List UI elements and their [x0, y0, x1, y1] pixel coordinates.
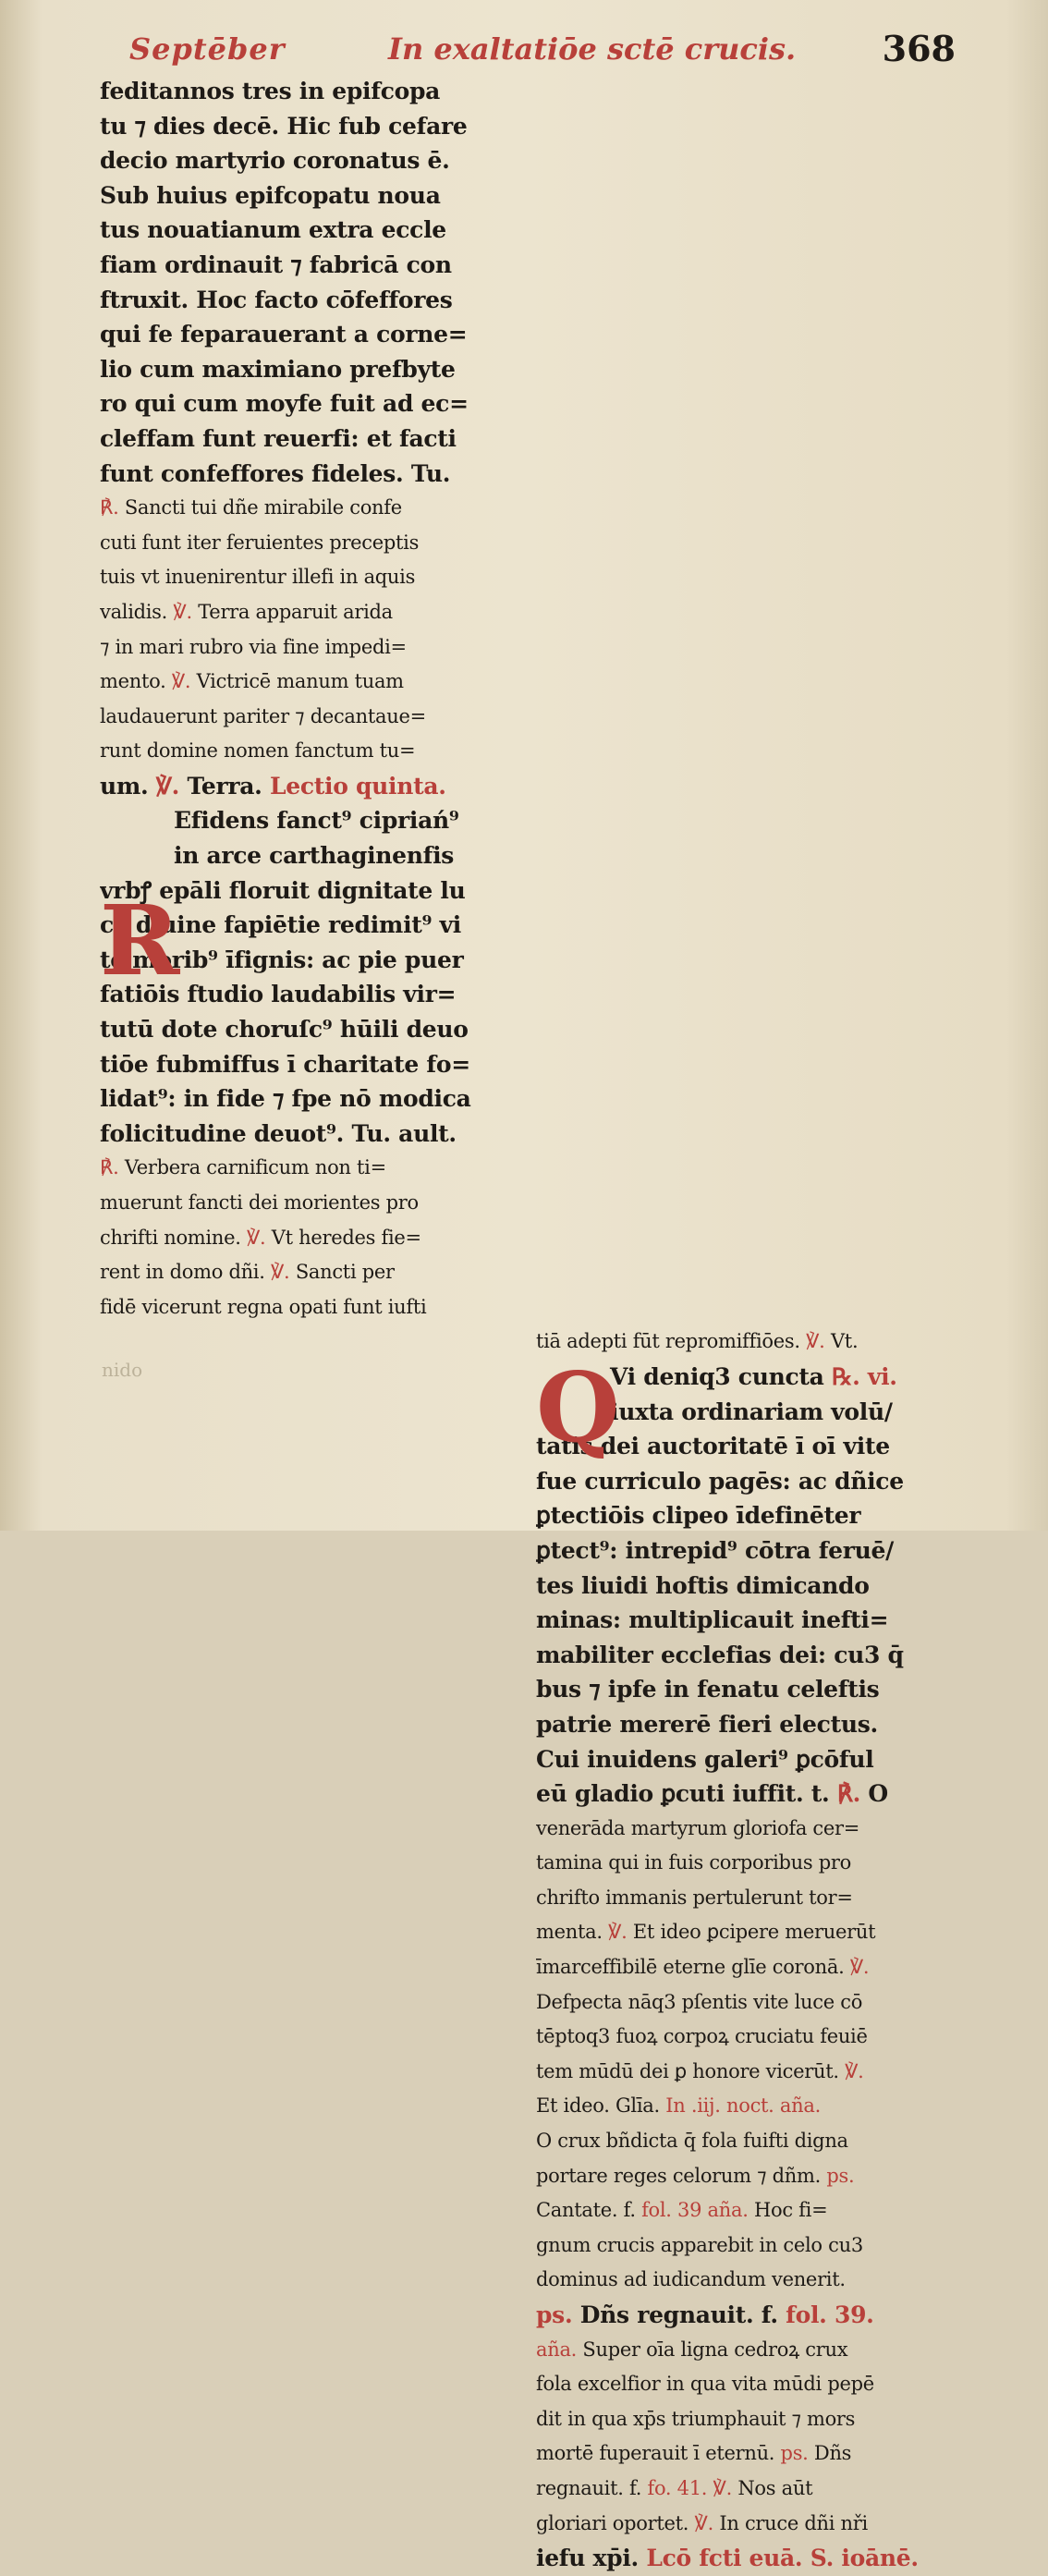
text-line	[536, 2507, 943, 2542]
body-text: venerāda martyrum gloriofa cer=	[536, 1816, 860, 1839]
body-text: Cantate. f.	[536, 2199, 636, 2222]
body-text: cleffam funt reuerfi: et facti	[100, 424, 457, 452]
body-text: O crux bñdicta q̄ fola fuifti digna	[536, 2130, 848, 2153]
body-text: validis.	[100, 600, 168, 623]
body-text: gnum crucis apparebit in celo cu3	[536, 2233, 863, 2256]
body-text: Dñs	[808, 2442, 852, 2465]
rubric-text: ℣.	[240, 1226, 266, 1249]
text-line	[100, 595, 506, 630]
body-text: dominus ad iudicandum venerit.	[536, 2268, 846, 2291]
text-line	[100, 491, 506, 526]
text-line	[536, 1846, 943, 1881]
body-text: ꝑtect⁹: intrepid⁹ cōtra feruē/	[536, 1536, 894, 1564]
text-line	[536, 2263, 943, 2298]
text-line	[536, 1464, 943, 1499]
body-text: chrifti nomine.	[100, 1226, 241, 1249]
rubric-text: ℣.	[689, 2511, 713, 2534]
text-line	[536, 2228, 943, 2264]
text-line	[100, 1290, 506, 1325]
body-text: tiā adepti fūt repromiffiōes.	[536, 1330, 800, 1353]
body-text: tu ⁊ dies decē. Hic fub cefare	[100, 112, 468, 140]
body-text: ro qui cum moyfe fuit ad ec=	[100, 390, 469, 418]
body-text: mento.	[100, 670, 166, 693]
text-line	[536, 1603, 943, 1638]
right-text-column	[536, 1325, 943, 2575]
body-text: decio martyrio coronatus ē.	[100, 147, 450, 175]
text-line	[536, 1881, 943, 1916]
rubric-text: ℞. vi.	[823, 1362, 897, 1390]
text-line	[100, 700, 506, 735]
text-line	[536, 1742, 943, 1777]
text-line	[100, 248, 506, 283]
text-line	[536, 2541, 943, 2576]
initial-q: Q	[536, 1350, 620, 1465]
body-text: funt confeffores fideles. Tu.	[100, 459, 451, 487]
body-text: fola excelfior in qua vita mūdi pepē	[536, 2373, 874, 2396]
body-text: tamina qui in fuis corporibus pro	[536, 1851, 851, 1874]
rubric-text: ℣.	[148, 772, 180, 800]
body-text: fue curriculo pagēs: ac dñice	[536, 1467, 904, 1495]
body-text: ftruxit. Hoc facto cōfeffores	[100, 286, 453, 313]
body-text: folicitudine deuot⁹. Tu. ault.	[100, 1119, 457, 1147]
body-text: Terra apparuit arida	[191, 600, 393, 623]
text-line	[100, 421, 506, 457]
text-line	[100, 1151, 506, 1186]
body-text: Defpecta nāq3 pſentis vite luce cō	[536, 1990, 863, 2013]
text-line	[536, 1638, 943, 1673]
body-text: Nos aūt	[731, 2476, 813, 2499]
body-text: regnauit. f.	[536, 2476, 642, 2499]
text-line	[100, 178, 506, 214]
body-text: Sancti tui dñe mirabile confe	[118, 496, 402, 519]
text-line	[100, 1255, 506, 1290]
body-text: Dñs regnauit. f.	[572, 2301, 778, 2328]
text-line	[100, 109, 506, 144]
body-text: chrifto immanis pertulerunt tor=	[536, 1886, 853, 1909]
body-text: um.	[100, 772, 149, 800]
text-line	[100, 213, 506, 248]
body-text: O	[860, 1780, 888, 1808]
running-head	[129, 26, 956, 81]
body-text: cuti funt iter feruientes preceptis	[100, 531, 420, 554]
body-text: mortē fuperauit ī eternū.	[536, 2442, 775, 2465]
body-text: minas: multiplicauit inefti=	[536, 1606, 889, 1634]
body-text: Vi deniq3 cuncta	[610, 1362, 824, 1390]
text-line	[100, 734, 506, 769]
rubric-text: ℣.	[165, 670, 191, 693]
body-text: ꝑtectiōis clipeo īdefinēter	[536, 1502, 861, 1530]
body-text: fiam ordinauit ⁊ fabricā con	[100, 250, 452, 278]
text-line	[100, 1012, 506, 1047]
text-line	[536, 2472, 943, 2507]
body-text: tem mūdū dei ꝑ honore vicerūt.	[536, 2059, 839, 2082]
text-line	[536, 2020, 943, 2055]
text-line	[100, 665, 506, 700]
text-line	[536, 1533, 943, 1569]
body-text: eū gladio ꝑcuti iuffit. t.	[536, 1780, 830, 1808]
body-text: Terra.	[179, 772, 262, 800]
body-text: patrie mererē fieri electus.	[536, 1710, 878, 1738]
body-text: portare reges celorum ⁊ dñm.	[536, 2164, 821, 2187]
rubric-text: fo. 41. ℣.	[641, 2476, 732, 2499]
body-text: ⁊ in mari rubro via fine impedi=	[100, 635, 407, 658]
rubric-text: Lectio quinta.	[262, 772, 446, 800]
body-text: dit in qua xp̄s triumphauit ⁊ mors	[536, 2407, 856, 2430]
text-line	[100, 1117, 506, 1152]
body-text: menta.	[536, 1921, 603, 1944]
text-line	[100, 457, 506, 492]
text-line	[536, 2124, 943, 2159]
text-line	[536, 1569, 943, 1604]
rubric-text: ℣.	[264, 1261, 290, 1284]
body-text: In cruce dñi nři	[713, 2511, 868, 2534]
text-line	[536, 2436, 943, 2472]
text-line	[100, 1221, 506, 1256]
rubric-text: ℣.	[844, 1956, 870, 1979]
text-line	[100, 1081, 506, 1117]
text-line	[536, 1950, 943, 1985]
rubric-text: ps.	[774, 2442, 809, 2465]
text-line	[536, 1915, 943, 1950]
body-text: mabiliter ecclefias dei: cu3 q̄	[536, 1641, 904, 1668]
initial-r: R	[100, 884, 180, 997]
running-head-month: Septēber	[129, 31, 286, 67]
body-text: tes liuidi hoftis dimicando	[536, 1571, 870, 1599]
text-line	[536, 2193, 943, 2228]
text-line	[100, 630, 506, 665]
rubric-text: ℟.	[100, 1156, 119, 1179]
body-text: ce diuine fapiētie redimit⁹ vi	[100, 911, 461, 939]
body-text: Sub huius epifcopatu noua	[100, 181, 441, 209]
body-text: tēptoq3 fuoꝝ corpoꝝ cruciatu feuiē	[536, 2025, 868, 2048]
body-text: gloriari oportet.	[536, 2511, 689, 2534]
left-text-column	[100, 74, 506, 1325]
rubric-text: fol. 39 aña.	[635, 2199, 749, 2222]
text-line	[536, 2402, 943, 2437]
text-line	[100, 74, 506, 109]
text-line	[536, 2055, 943, 2090]
body-text: bus ⁊ ipfe in fenatu celeftis	[536, 1676, 880, 1703]
body-text: Sancti per	[289, 1261, 395, 1284]
body-text: tutū dote choruſc⁹ hūili deuo	[100, 1016, 469, 1044]
body-text: rent in domo dñi.	[100, 1261, 265, 1284]
body-text: Vt heredes fie=	[265, 1226, 421, 1249]
body-text: Vt.	[824, 1330, 859, 1353]
body-text: Hoc fi=	[748, 2199, 828, 2222]
rubric-text: ℣.	[167, 600, 192, 623]
text-line	[100, 283, 506, 318]
text-line	[100, 560, 506, 595]
text-line	[536, 2159, 943, 2194]
text-line	[536, 1707, 943, 1742]
rubric-text: Lcō fcti euā. S. ioānē.	[638, 2545, 919, 2572]
text-line	[536, 1498, 943, 1533]
folio-number: 368	[882, 28, 956, 69]
body-text: īmarceffibilē eterne glīe coronā.	[536, 1956, 845, 1979]
text-line	[100, 143, 506, 178]
body-text: tatis dei auctoritatē ī oī vite	[536, 1433, 890, 1460]
body-text: Et ideo. Glīa.	[536, 2094, 660, 2118]
text-line	[100, 1047, 506, 1082]
body-text: fatiōis ftudio laudabilis vir=	[100, 981, 457, 1008]
text-line	[536, 1812, 943, 1847]
text-line	[536, 1985, 943, 2021]
body-text: iuxta ordinariam volū/	[610, 1398, 893, 1425]
rubric-text: aña.	[536, 2338, 578, 2361]
body-text: Verbera carnificum non ti=	[118, 1156, 386, 1179]
body-text: lidat⁹: in fide ⁊ fpe nō modica	[100, 1085, 471, 1113]
rubric-text: ℣.	[602, 1921, 628, 1944]
body-text: Et ideo ꝑcipere meruerūt	[627, 1921, 876, 1944]
body-text: runt domine nomen fanctum tu=	[100, 739, 416, 763]
body-text: qui fe feparauerant a corne=	[100, 321, 468, 348]
text-line	[536, 2367, 943, 2402]
rubric-text: ps.	[536, 2301, 573, 2328]
body-text: muerunt fancti dei morientes pro	[100, 1191, 419, 1214]
body-text: Victricē manum tuam	[190, 670, 404, 693]
body-text: tiōe fubmiffus ī charitate fo=	[100, 1050, 470, 1078]
body-text: iefu xp̄i.	[536, 2545, 639, 2572]
body-text: tus nouatianum extra eccle	[100, 216, 446, 244]
text-line	[536, 1672, 943, 1707]
body-text: Cui inuidens galeri⁹ ꝑcōful	[536, 1745, 874, 1773]
rubric-text: ℟.	[100, 496, 119, 519]
running-head-feast: In exaltatiōe sctē crucis.	[388, 31, 797, 67]
body-text: in arce carthaginenfis	[174, 842, 455, 870]
text-line	[536, 2298, 943, 2333]
text-line	[100, 838, 506, 873]
faded-marginal-text: nido	[102, 1359, 143, 1381]
text-line	[100, 769, 506, 804]
body-text: laudauerunt pariter ⁊ decantaue=	[100, 704, 426, 727]
body-text: Super oīa ligna cedroꝝ crux	[577, 2338, 848, 2361]
text-line	[100, 526, 506, 561]
body-text: lio cum maximiano prefbyte	[100, 355, 456, 383]
text-line	[100, 1186, 506, 1221]
body-text: fidē vicerunt regna opati funt iufti	[100, 1295, 427, 1318]
text-line	[536, 2333, 943, 2368]
rubric-text: ℟.	[829, 1780, 861, 1808]
text-line	[100, 386, 506, 421]
rubric-text: fol. 39.	[777, 2301, 874, 2328]
text-line	[100, 803, 506, 838]
body-text: vrbꝭ epāli floruit dignitate lu	[100, 876, 466, 904]
rubric-text: In .iij. noct. aña.	[659, 2094, 821, 2118]
body-text: tuis vt inuenirentur illefi in aquis	[100, 566, 416, 589]
rubric-text: ps.	[821, 2164, 855, 2187]
body-text: feditannos tres in epifcopa	[100, 78, 441, 104]
text-line	[100, 317, 506, 352]
rubric-text: ℣.	[799, 1330, 825, 1353]
text-line	[536, 2089, 943, 2124]
body-text: Efidens fanct⁹ cipriań⁹	[174, 807, 459, 835]
text-line	[536, 1776, 943, 1812]
text-line	[100, 352, 506, 387]
body-text: te morib⁹ īfignis: ac pie puer	[100, 946, 464, 973]
rubric-text: ℣.	[838, 2059, 864, 2082]
